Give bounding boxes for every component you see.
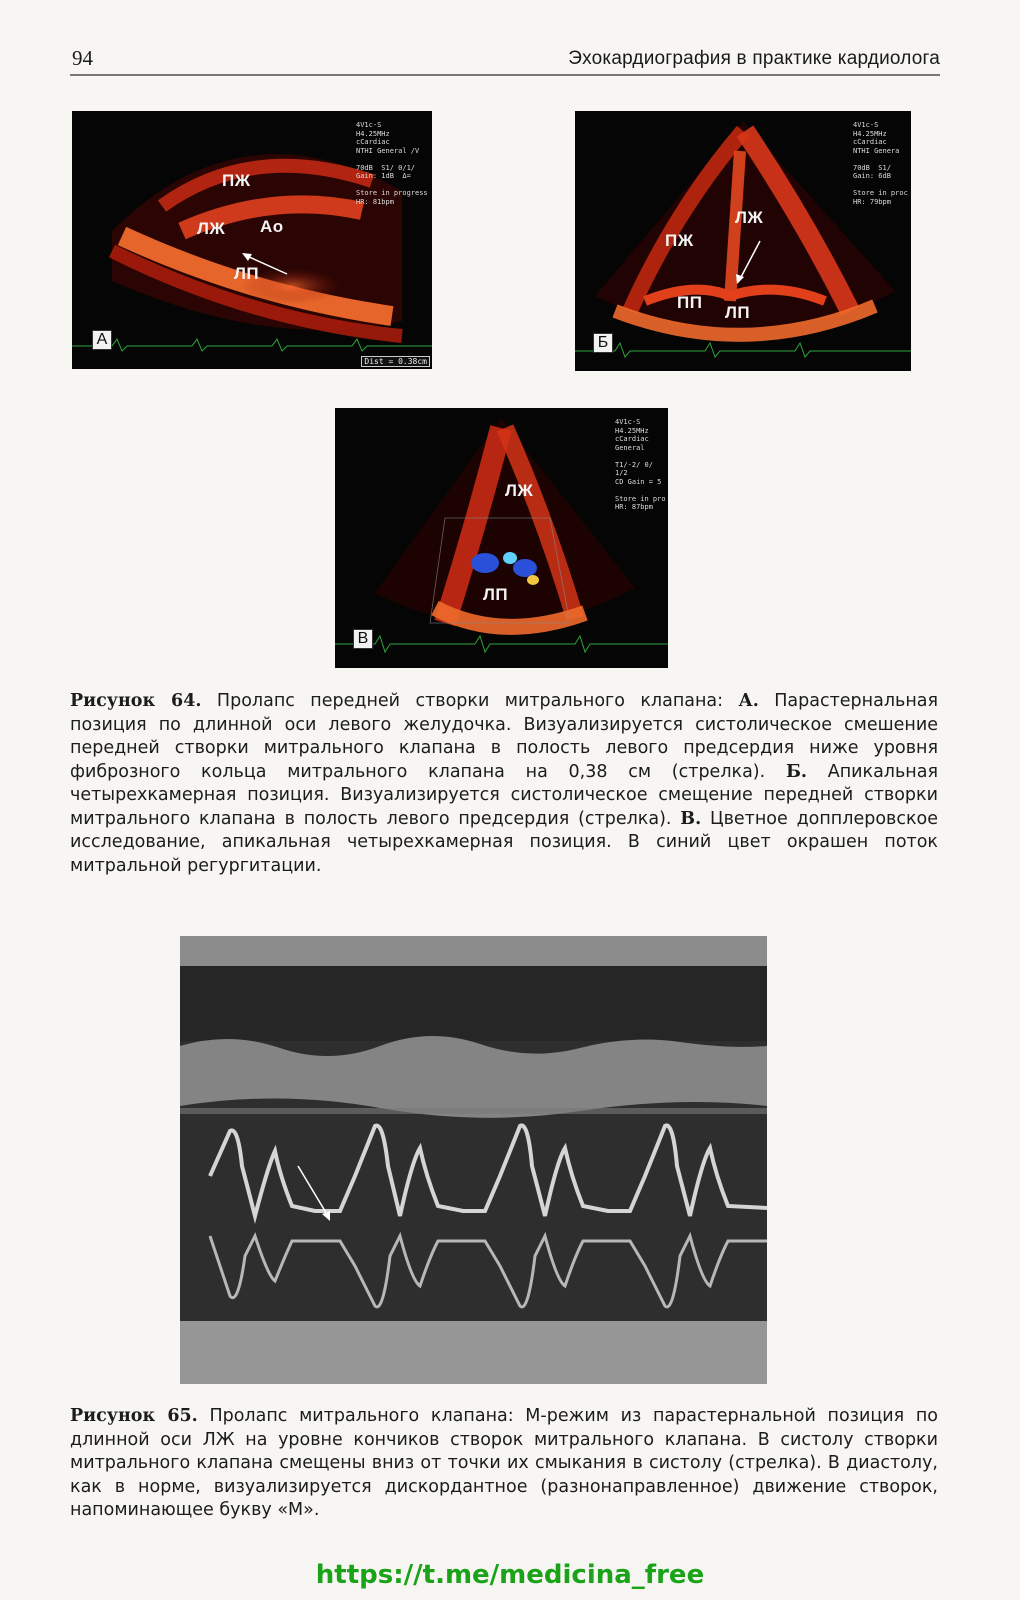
page-number: 94 <box>72 46 93 70</box>
figure-64-caption <box>70 690 938 878</box>
caption-c-label: В. <box>680 808 702 829</box>
distance-readout: Dist = 0.38cm <box>361 356 430 367</box>
m-mode-graphic <box>180 936 767 1384</box>
caption-b-text: Апикальная четырехкамерная позиция. Визуализируется систолическое смещение передней створки митрального клапана в полость левого предсердия (стрелка). <box>70 761 938 829</box>
label-lv-b: ЛЖ <box>735 208 764 227</box>
footer-link[interactable]: https://t.me/medicina_free <box>315 1560 705 1590</box>
figure-65-caption <box>70 1405 938 1523</box>
figure-65-title: Рисунок 65. <box>70 1406 198 1426</box>
label-ra-b: ПП <box>677 293 703 312</box>
caption-a-text: Парастернальная позиция по длинной оси левого желудочка. Визуализируется систолическое смешение передней створки митрального клапана в полость левого предсердия ниже уровня фиброзного кольца митрального клапана на 0,38 см (стрелка). <box>70 691 939 782</box>
caption-b-label: Б. <box>785 761 807 782</box>
scan-info-a: 4V1c-S H4.25MHz cCardiac NTHI General /V 70dB S1/ 0/1/ Gain: 1dB Δ= Store in progress HR: 81bpm <box>356 121 428 206</box>
panel-letter-b: Б <box>593 333 613 353</box>
header-rule <box>70 74 940 76</box>
running-title: Эхокардиография в практике кардиолога <box>568 48 940 69</box>
scan-info-c: 4V1c-S H4.25MHz cCardiac General T1/-2/ 0/ 1/2 CD Gain = 5 Store in pro HR: 87bpm <box>615 418 666 511</box>
panel-letter-a: А <box>92 330 112 350</box>
page-header <box>70 42 940 76</box>
figure-64-title: Рисунок 64. <box>70 691 202 711</box>
panel-letter-c: В <box>353 629 373 649</box>
caption-a-label: А. <box>738 691 759 711</box>
caption-c-text: Цветное допплеровское исследование, апикальная четырехкамерная позиция. В синий цвет окрашен поток митральной регургитации. <box>70 808 938 876</box>
echo-panel-b <box>575 111 911 371</box>
scan-info-b: 4V1c-S H4.25MHz cCardiac NTHI Genera 70dB S1/ Gain: 6dB Store in proc HR: 79bpm <box>853 121 908 206</box>
label-lv-a: ЛЖ <box>197 219 226 238</box>
label-rv-a: ПЖ <box>222 171 251 190</box>
echo-panel-c <box>335 408 668 668</box>
label-la-b: ЛП <box>725 303 751 322</box>
label-lv-c: ЛЖ <box>505 481 534 500</box>
label-la-a: ЛП <box>234 264 260 283</box>
label-la-c: ЛП <box>483 585 509 604</box>
figure-65-text: Пролапс митрального клапана: М-режим из парастернальной позиция по длинной оси ЛЖ на уровне кончиков створок митрального клапана. В систолу створки митрального клапана смещены вниз от точки их смыкания в систолу (стрелка). В диастолу, как в норме, визуализируется дискордантное (разнонаправленное) движение створок, напоминающее букву «М». <box>70 1406 939 1520</box>
label-ao-a: Ао <box>260 217 284 236</box>
label-rv-b: ПЖ <box>665 231 694 250</box>
echo-panel-a <box>72 111 432 369</box>
figure-64-intro: Пролапс передней створки митрального клапана: <box>201 691 739 711</box>
m-mode-image <box>180 936 767 1384</box>
